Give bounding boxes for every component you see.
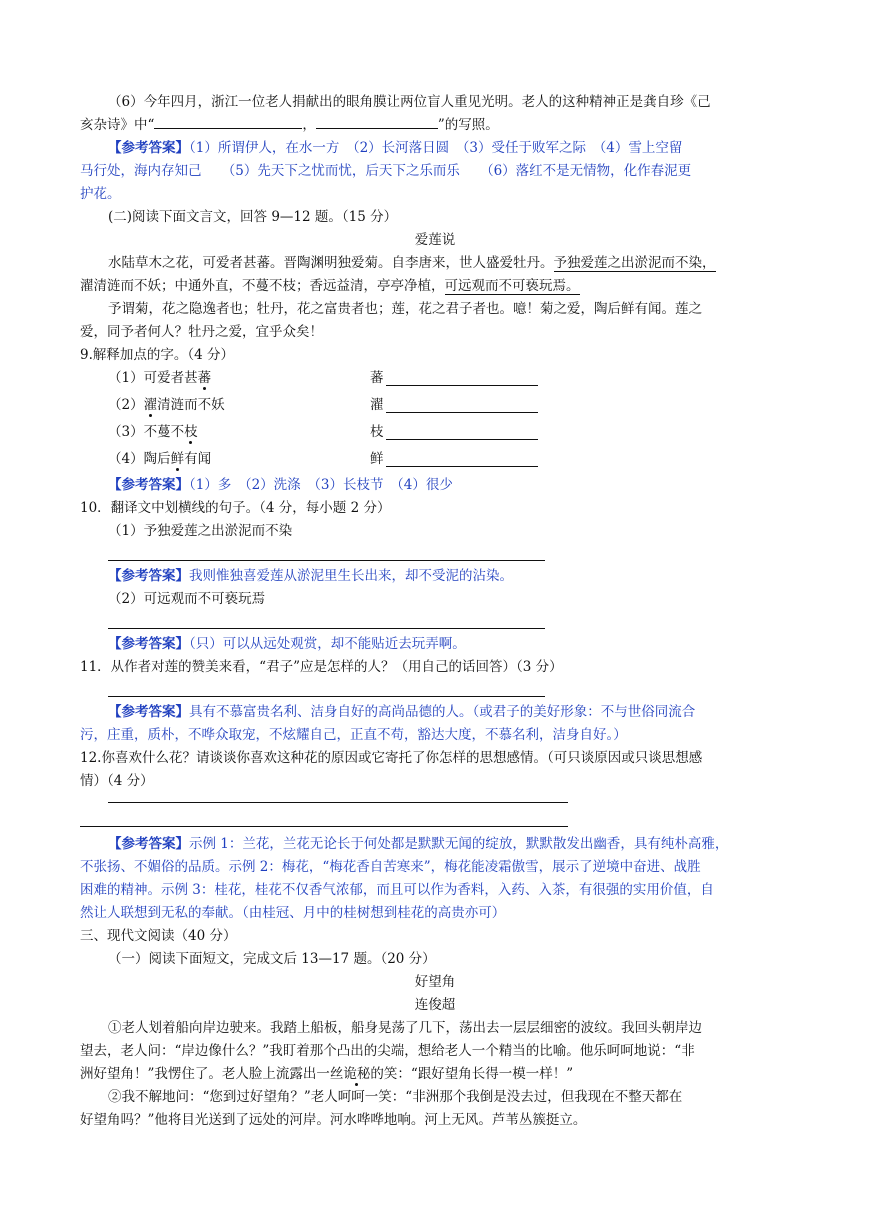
q12-answer-line-3: 困难的精神。示例 3：桂花，桂花不仅香气浓郁，而且可以作为香料，入药、入茶，有很强的实用价值，自 (80, 882, 714, 898)
section-2-intro: (二)阅读下面文言文，回答 9—12 题。（15 分） (108, 209, 398, 225)
q10-answer-2: 【参考答案】（只）可以从远处观赏，却不能贴近去玩弄啊。 (108, 636, 466, 652)
q11-prompt: 11．从作者对莲的赞美来看，“君子”应是怎样的人？（用自己的话回答）（3 分） (80, 659, 563, 675)
story-p2-line-2: 好望角吗？”他将目光送到了远处的河岸。河水哗哗地响。河上无风。芦苇丛簇挺立。 (80, 1112, 587, 1128)
q12-prompt-line-2: 情）（4 分） (80, 773, 154, 789)
q10-sentence-1: （1）予独爱莲之出淤泥而不染 (108, 523, 293, 539)
q9-item-4: （4）陶后鲜有闻 (108, 451, 212, 467)
q9-item-3: （3）不蔓不枝 (108, 424, 198, 440)
essay-line-4: 爱，同予者何人？牡丹之爱，宜乎众矣！ (80, 324, 323, 340)
answer-line[interactable] (108, 802, 568, 803)
essay-title: 爱莲说 (414, 232, 456, 248)
answer-line[interactable] (386, 412, 538, 413)
fill-blank[interactable] (154, 114, 302, 129)
answer-line[interactable] (386, 439, 538, 440)
story-p1-line-1: ①老人划着船向岸边驶来。我踏上船板，船身晃荡了几下，荡出去一层层细密的波纹。我回头朝岸边 (108, 1020, 702, 1036)
answer-line[interactable] (80, 826, 568, 827)
q10-prompt: 10．翻译文中划横线的句子。（4 分，每小题 2 分） (80, 500, 391, 516)
q9-char-1: 蕃 (370, 370, 384, 386)
answer-line[interactable] (386, 466, 538, 467)
story-author: 连俊超 (414, 997, 456, 1013)
q12-answer-line-1: 【参考答案】示例 1：兰花，兰花无论长于何处都是默默无闻的绽放，默默散发出幽香，具有纯朴高雅， (108, 836, 729, 852)
story-title: 好望角 (414, 974, 456, 990)
q6-line-2: 亥杂诗》中“ ， ”的写照。 (80, 114, 499, 136)
answer-line[interactable] (108, 628, 545, 629)
story-p1-line-3: 洲好望角！”我愣住了。老人脸上流露出一丝诡秘的笑：“跟好望角长得一模一样！” (80, 1066, 574, 1082)
answer-line[interactable] (386, 385, 538, 386)
q11-answer-line-2: 污，庄重，质朴，不哗众取宠，不炫耀自己，正直不苟，豁达大度，不慕名利，洁身自好。） (80, 727, 627, 743)
q9-prompt: 9.解释加点的字。（4 分） (80, 347, 235, 363)
answer-1-line-2: 马行处，海内存知己 （5）先天下之忧而忧，后天下之乐而乐 （6）落红不是无情物，化作春泥更 (80, 163, 692, 179)
q9-answer: 【参考答案】（1）多 （2）洗涤 （3）长枝节 （4）很少 (108, 477, 453, 493)
answer-1-line-1: 【参考答案】（1）所谓伊人，在水一方 （2）长河落日圆 （3）受任于败军之际 （4）雪上空留 (108, 140, 683, 156)
q10-answer-1: 【参考答案】我则惟独喜爱莲从淤泥里生长出来，却不受泥的沾染。 (108, 568, 513, 584)
q12-prompt-line-1: 12.你喜欢什么花？请谈谈你喜欢这种花的原因或它寄托了你怎样的思想感情。（可只谈原因或只谈思想感 (80, 750, 703, 766)
q12-answer-line-4: 然让人联想到无私的奉献。（由桂冠、月中的桂树想到桂花的高贵亦可） (80, 905, 506, 921)
q6-line-1: （6）今年四月，浙江一位老人捐献出的眼角膜让两位盲人重见光明。老人的这种精神正是龚自珍《己 (108, 94, 711, 110)
section-3-heading: 三、现代文阅读（40 分） (80, 928, 237, 944)
essay-line-2: 濯清涟而不妖；中通外直，不蔓不枝；香远益清，亭亭净植，可远观而不可亵玩焉。 (80, 278, 580, 294)
essay-line-3: 予谓菊，花之隐逸者也；牡丹，花之富贵者也；莲，花之君子者也。噫！菊之爱，陶后鲜有闻。莲之 (108, 301, 702, 317)
q9-char-2: 濯 (370, 397, 384, 413)
answer-line[interactable] (108, 696, 545, 697)
fill-blank[interactable] (316, 114, 438, 129)
story-p1-line-2: 望去，老人问：“岸边像什么？”我盯着那个凸出的尖端，想给老人一个精当的比喻。他乐呵呵地说：“非 (80, 1043, 695, 1059)
q9-item-1: （1）可爱者甚蕃 (108, 370, 212, 386)
section-3-intro: （一）阅读下面短文，完成文后 13—17 题。（20 分） (108, 951, 436, 967)
q9-char-3: 枝 (370, 424, 384, 440)
answer-1-line-3: 护花。 (80, 186, 121, 202)
q10-sentence-2: （2）可远观而不可亵玩焉 (108, 591, 266, 607)
essay-line-1: 水陆草木之花，可爱者甚蕃。晋陶渊明独爱菊。自李唐来，世人盛爱牡丹。予独爱莲之出淤泥而不染， (108, 255, 716, 271)
answer-line[interactable] (108, 560, 545, 561)
q9-char-4: 鲜 (370, 451, 384, 467)
q9-item-2: （2）濯清涟而不妖 (108, 397, 225, 413)
story-p2-line-1: ②我不解地问：“您到过好望角？”老人呵呵一笑：“非洲那个我倒是没去过，但我现在不整天都在 (108, 1089, 683, 1105)
q11-answer-line-1: 【参考答案】具有不慕富贵名利、洁身自好的高尚品德的人。（或君子的美好形象：不与世俗同流合 (108, 704, 696, 720)
q12-answer-line-2: 不张扬、不媚俗的品质。示例 2：梅花，“梅花香自苦寒来”，梅花能凌霜傲雪，展示了逆境中奋进、战胜 (80, 859, 701, 875)
